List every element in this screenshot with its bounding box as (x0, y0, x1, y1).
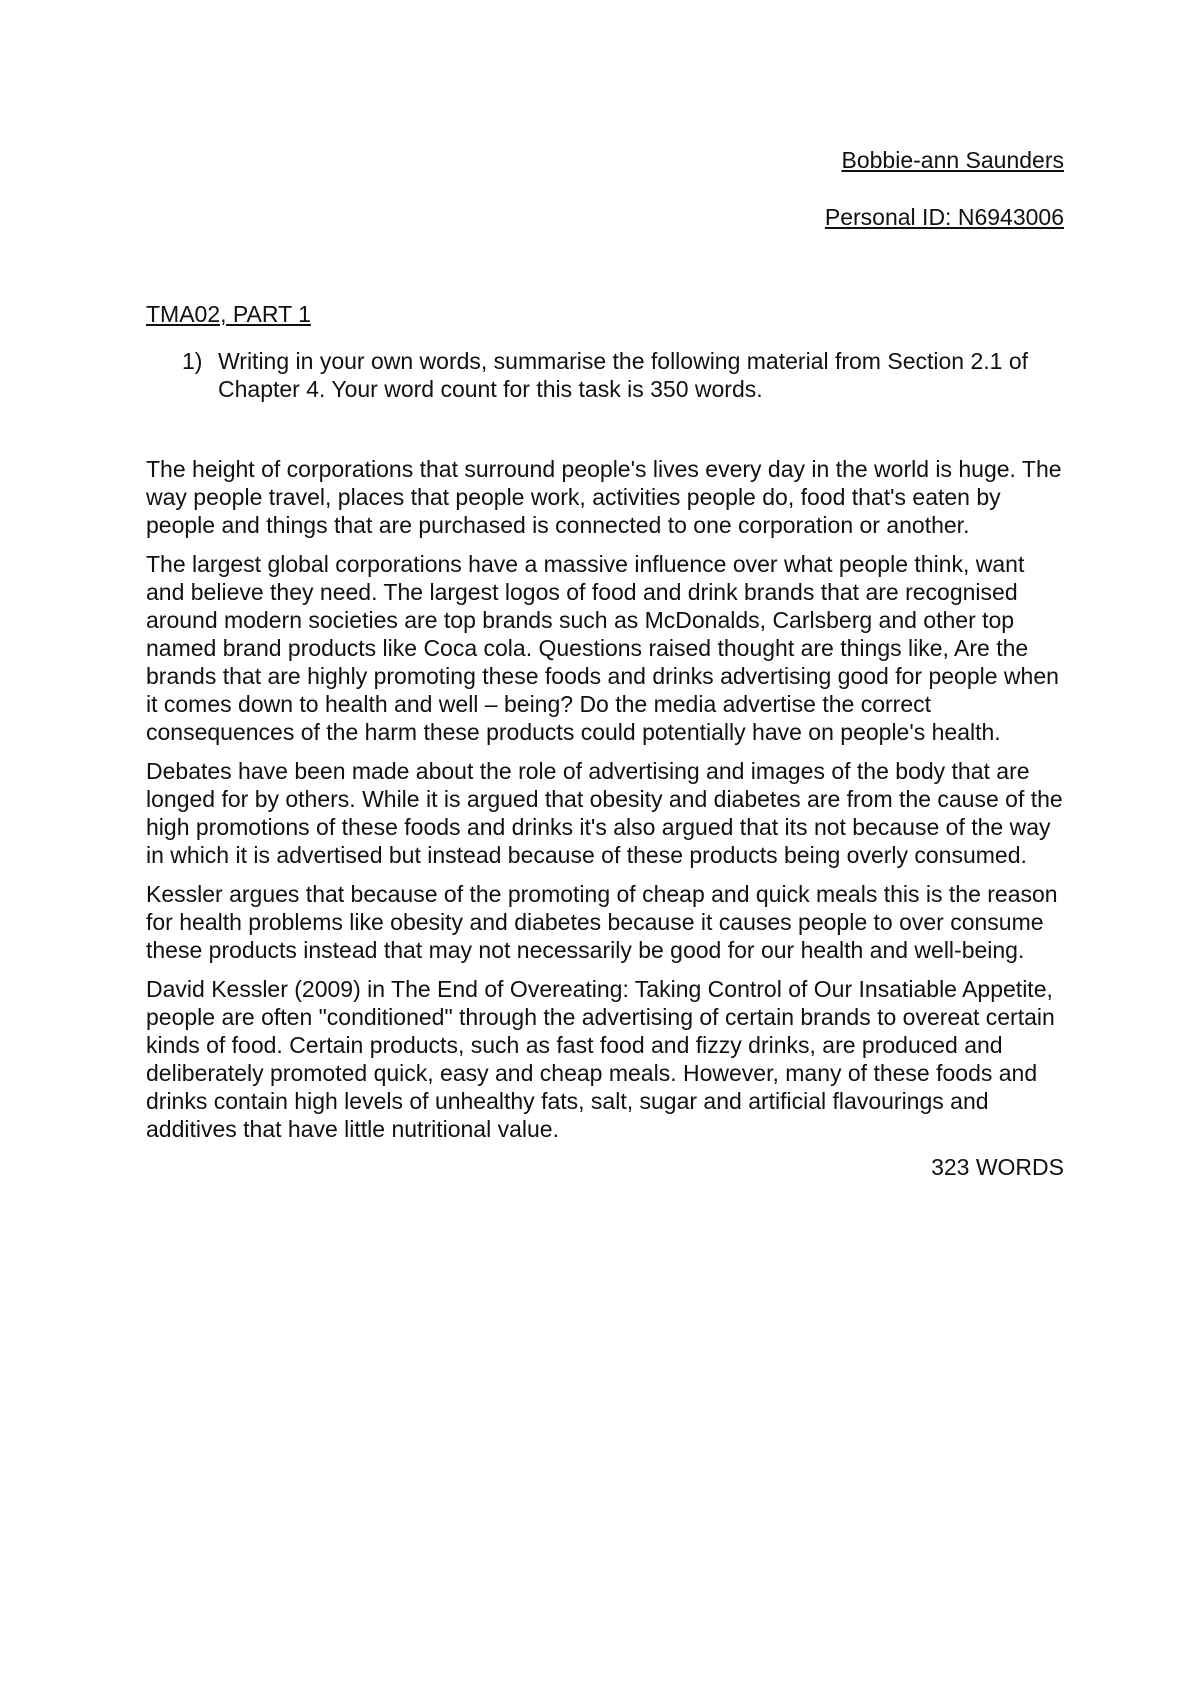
paragraph: The largest global corporations have a massive influence over what people think, want and believe they need. The largest logos of food and drink brands that are recognised around modern societies are top brands such as McDonalds, Carlsberg and other top named brand products like Coca cola. Questions raised thought are things like, Are the brands that are highly promoting these foods and drinks advertising good for people when it comes down to health and well – being? Do the media advertise the correct consequences of the harm these products could potentially have on people's health. (146, 551, 1059, 745)
paragraph: Kessler argues that because of the promoting of cheap and quick meals this is the reason for health problems like obesity and diabetes because it causes people to over consume these products instead that may not necessarily be good for our health and well-being. (146, 881, 1058, 963)
section-title: TMA02, PART 1 (146, 301, 311, 327)
question-text: Writing in your own words, summarise the following material from Section 2.1 of Chapter 4. Your word count for this task is 350 words. (218, 348, 1029, 402)
question-item (182, 347, 1062, 403)
word-count: 323 WORDS (931, 1154, 1064, 1180)
paragraph: David Kessler (2009) in The End of Overeating: Taking Control of Our Insatiable Appetite, people are often "conditioned" through the advertising of certain brands to overeat certain kinds of food. Certain products, such as fast food and fizzy drinks, are produced and deliberately promoted quick, easy and cheap meals. However, many of these foods and drinks contain high levels of unhealthy fats, salt, sugar and artificial flavourings and additives that have little nutritional value. (146, 976, 1055, 1142)
question-number: 1) (182, 348, 203, 374)
personal-id: Personal ID: N6943006 (824, 204, 1064, 230)
author-name: Bobbie-ann Saunders (841, 147, 1064, 173)
body-text (146, 455, 1064, 1181)
paragraph: The height of corporations that surround people's lives every day in the world is huge. The way people travel, places that people work, activities people do, food that's eaten by people and things that are purchased is connected to one corporation or another. (146, 456, 1062, 538)
paragraph: Debates have been made about the role of advertising and images of the body that are longed for by others. While it is argued that obesity and diabetes are from the cause of the high promotions of these foods and drinks it's also argued that its not because of the way in which it is advertised but instead because of these products being overly consumed. (146, 758, 1063, 868)
